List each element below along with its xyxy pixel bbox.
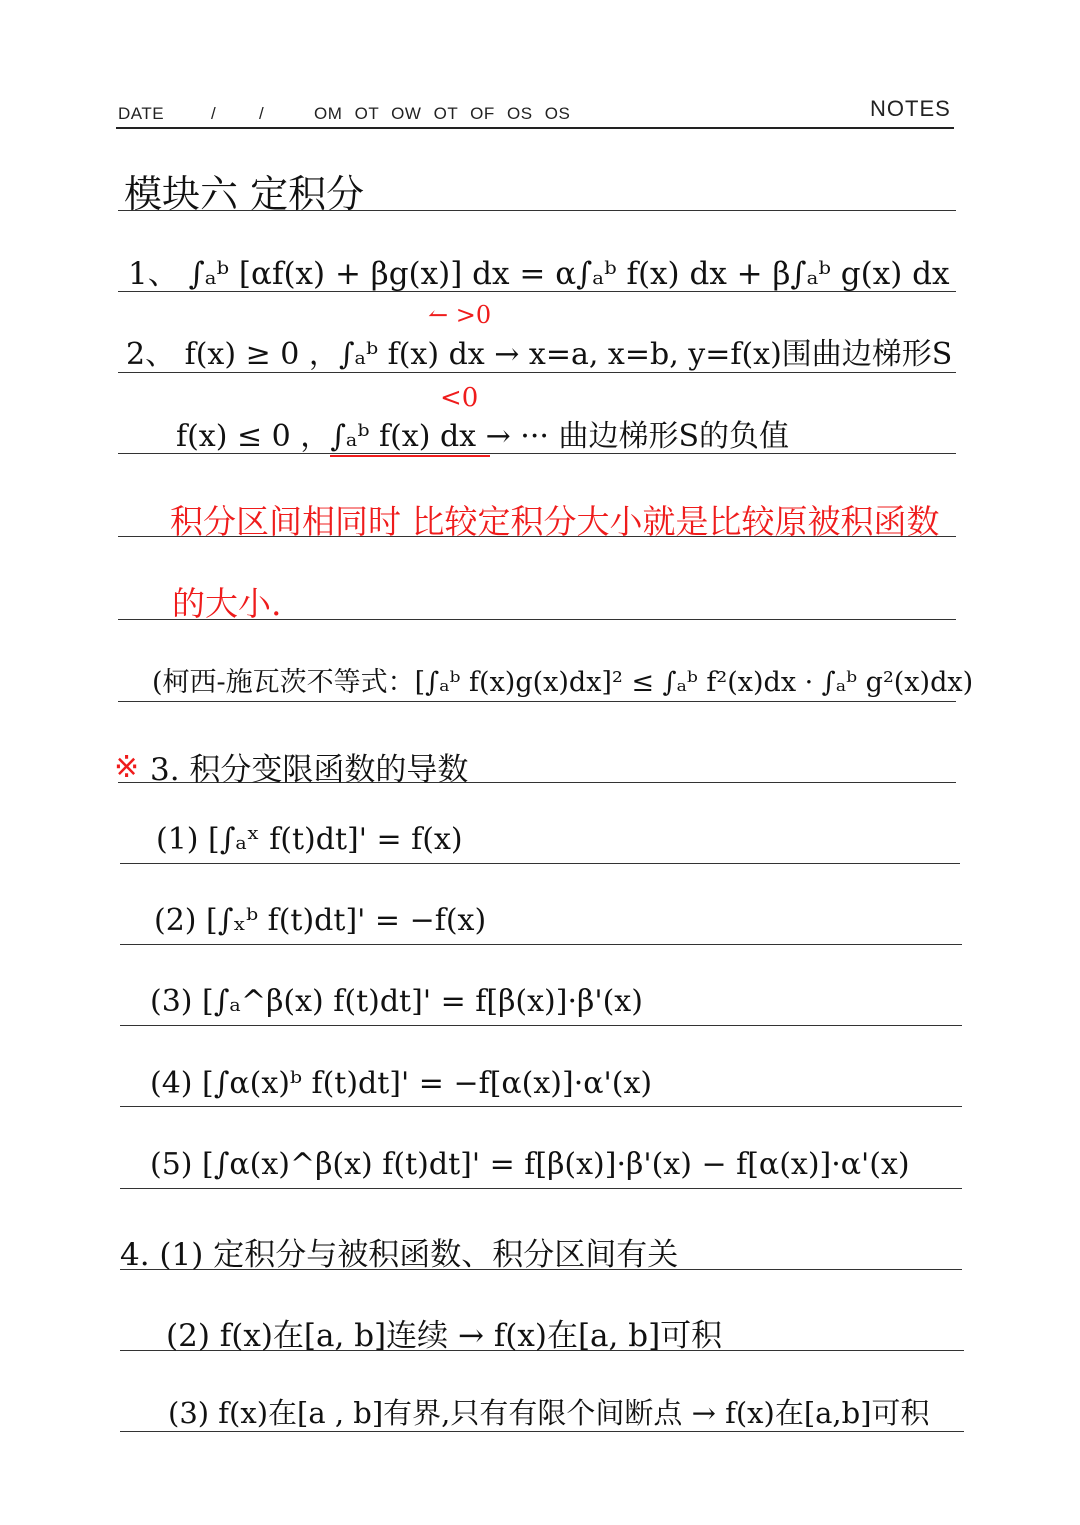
ruled-line <box>120 1188 962 1189</box>
note-line-bounded: (3) f(x)在[a , b]有界,只有有限个间断点 → f(x)在[a,b]可积 <box>168 1396 930 1430</box>
note-line-area-negative: f(x) ≤ 0 ，∫ₐᵇ f(x) dx → ··· 曲边梯形S的负值 <box>176 419 789 454</box>
note-line-area-positive: 2、 f(x) ≥ 0 ，∫ₐᵇ f(x) dx → x=a, x=b, y=f(x)围曲边梯形S <box>126 337 953 372</box>
annotation-negative: <0 <box>440 383 479 413</box>
formula-line-1: (1) [∫ₐˣ f(t)dt]' = f(x) <box>156 822 463 857</box>
note-line-cauchy-schwarz: (柯西-施瓦茨不等式：[∫ₐᵇ f(x)g(x)dx]² ≤ ∫ₐᵇ f²(x)dx · ∫ₐᵇ g²(x)dx) <box>152 667 974 698</box>
star-mark-icon: ※ <box>114 750 140 785</box>
weekday-markers: OM OT OW OT OF OS OS <box>314 104 571 123</box>
note-line-linearity: 1、 ∫ₐᵇ [αf(x) + βg(x)] dx = α∫ₐᵇ f(x) dx + β∫ₐᵇ g(x) dx <box>128 256 950 292</box>
date-slash: / <box>259 104 264 123</box>
formula-line-2: (2) [∫ₓᵇ f(t)dt]' = −f(x) <box>154 903 487 938</box>
formula-line-5: (5) [∫α(x)^β(x) f(t)dt]' = f[β(x)]·β'(x) − f[α(x)]·α'(x) <box>150 1147 910 1182</box>
formula-line-3: (3) [∫ₐ^β(x) f(t)dt]' = f[β(x)]·β'(x) <box>150 984 643 1019</box>
ruled-line <box>120 1025 962 1026</box>
date-label: DATE <box>118 104 165 123</box>
ruled-line <box>118 701 956 702</box>
note-line-compare: 积分区间相同时 比较定积分大小就是比较原被积函数 <box>170 502 940 541</box>
date-slash: / <box>211 104 216 123</box>
note-line-continuity: (2) f(x)在[a, b]连续 → f(x)在[a, b]可积 <box>166 1318 723 1354</box>
ruled-line <box>120 863 960 864</box>
note-line-compare-cont: 的大小. <box>172 584 282 623</box>
red-underline <box>330 455 490 457</box>
ruled-line <box>120 1106 962 1107</box>
note-line-integrability: 4. (1) 定积分与被积函数、积分区间有关 <box>120 1237 679 1273</box>
section-title: 模块六 定积分 <box>124 172 365 216</box>
notes-label: NOTES <box>870 96 951 121</box>
header-rule <box>116 127 954 129</box>
annotation-positive: ↼ >0 <box>428 301 492 329</box>
formula-line-4: (4) [∫α(x)ᵇ f(t)dt]' = −f[α(x)]·α'(x) <box>150 1066 653 1101</box>
note-line-variable-limit: 3. 积分变限函数的导数 <box>150 752 469 788</box>
ruled-line <box>120 944 962 945</box>
